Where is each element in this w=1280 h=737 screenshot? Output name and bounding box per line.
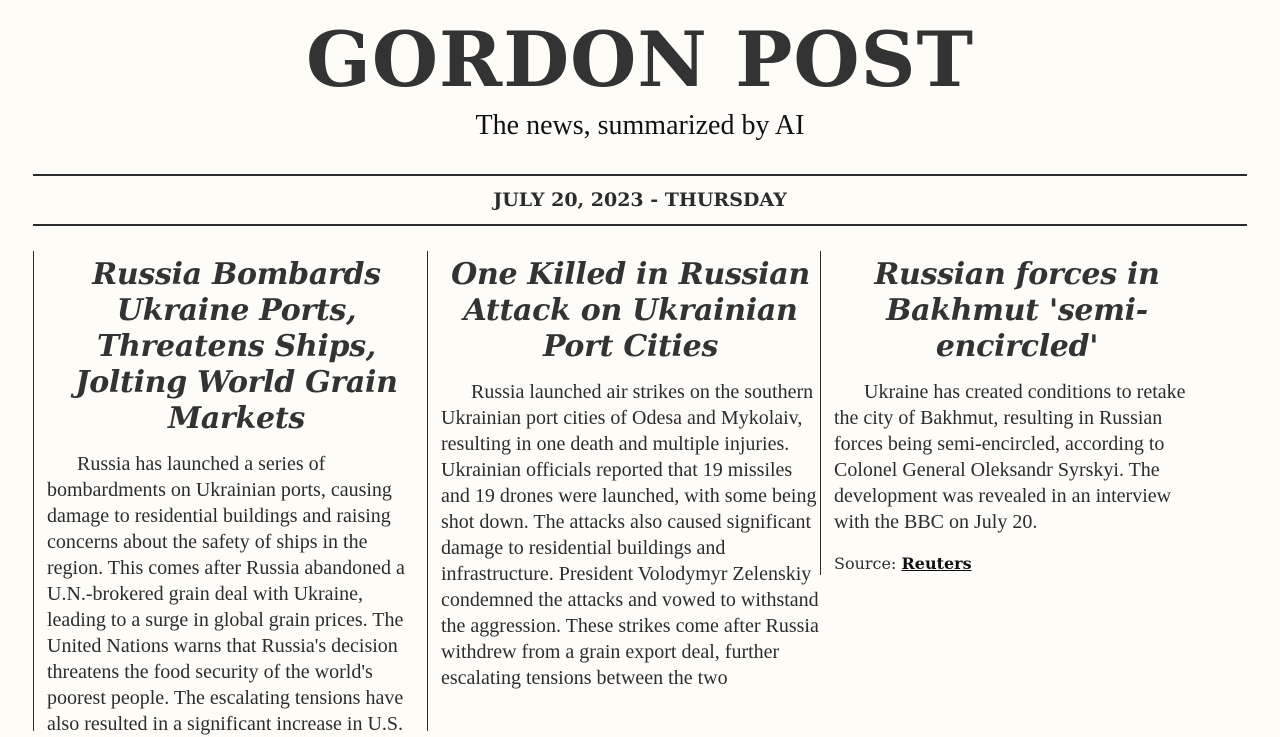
bottom-divider bbox=[33, 224, 1247, 226]
masthead bbox=[0, 12, 1280, 144]
masthead-title: GORDON POST bbox=[305, 15, 975, 104]
article-body: Russia has launched a series of bombardments on Ukrainian ports, causing damage to residential buildings and raising concerns about the safety of ships in the region. This comes after Russia abandoned a U.N.-brokered grain deal with Ukraine, leading to a surge in global grain prices. The United Nations warns that Russia's decision threatens the food security of the world's poorest people. The escalating tensions have also resulted in a significant increase in U.S. bbox=[47, 453, 405, 735]
top-divider bbox=[33, 174, 1247, 176]
article-column-3 bbox=[820, 251, 1200, 575]
source-link[interactable]: Reuters bbox=[901, 554, 972, 573]
article-body: Ukraine has created conditions to retake the city of Bakhmut, resulting in Russian forces being semi-encircled, according to Colonel General Oleksandr Syrskyi. The development was revealed in an interview with the BBC on July 20. bbox=[834, 381, 1186, 533]
masthead-tagline: The news, summarized by AI bbox=[475, 110, 805, 141]
article-body: Russia launched air strikes on the southern Ukrainian port cities of Odesa and Mykolaiv, resulting in one death and multiple injuries. Ukrainian officials reported that 19 missiles and 19 drones were launched, with some being shot down. The attacks also caused significant damage to residential buildings and infrastructure. President Volodymyr Zelenskiy condemned the attacks and vowed to withstand the aggression. These strikes come after Russia withdrew from a grain export deal, further escalating tensions between the two bbox=[441, 381, 819, 689]
source-label: Source: bbox=[834, 554, 897, 573]
article-headline[interactable]: Russian forces in Bakhmut 'semi-encircled' bbox=[874, 257, 1160, 364]
article-column-1 bbox=[33, 251, 426, 735]
article-headline[interactable]: Russia Bombards Ukraine Ports, Threatens Ships, Jolting World Grain Markets bbox=[75, 257, 398, 436]
article-headline[interactable]: One Killed in Russian Attack on Ukrainian Port Cities bbox=[451, 257, 810, 364]
article-column-2 bbox=[427, 251, 820, 731]
article-source bbox=[834, 553, 1200, 575]
dateline: JULY 20, 2023 - THURSDAY bbox=[493, 189, 787, 211]
